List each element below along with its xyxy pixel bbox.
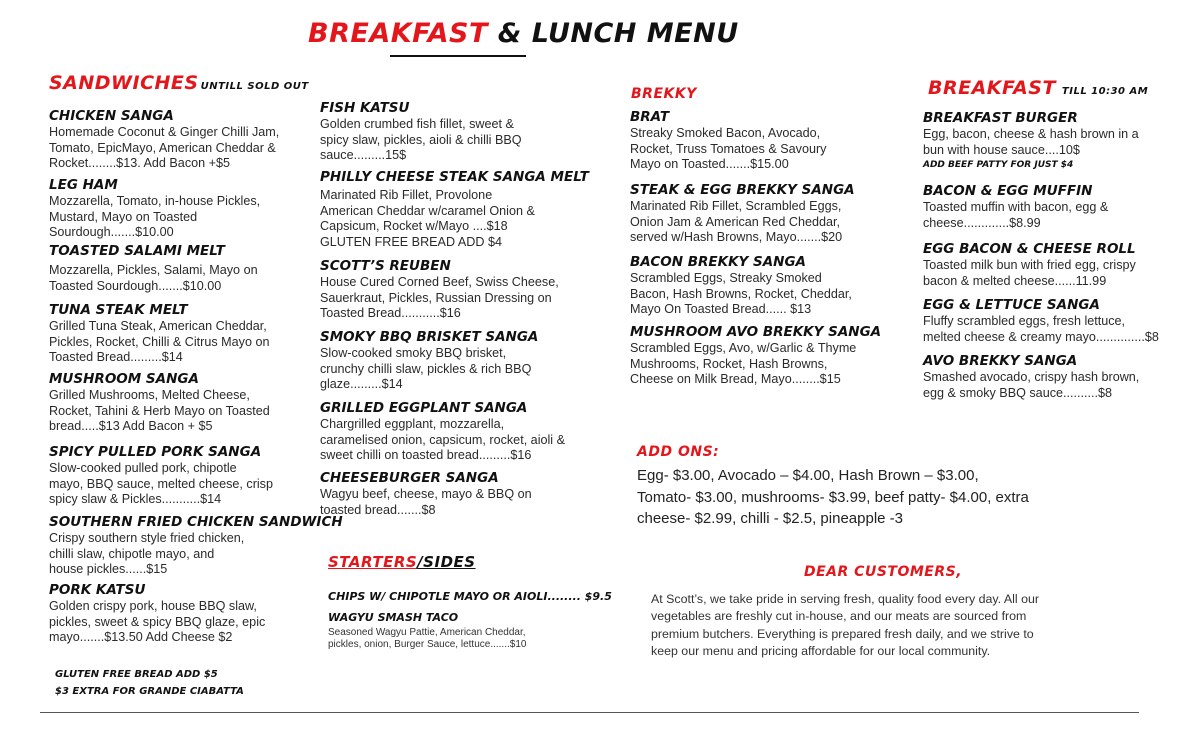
item-name: CHIPS W/ CHIPOTLE MAYO OR AIOLI........ $9.5 [328,590,612,603]
menu-item-leg-ham [49,177,260,241]
title-breakfast: BREAKFAST [308,18,488,49]
item-name: SMOKY BBQ BRISKET SANGA [320,329,539,345]
item-description: Fluffy scrambled eggs, fresh lettuce, melted cheese & creamy mayo..............$8 [923,314,1159,344]
brekky-heading: BREKKY [631,86,697,102]
item-description: Grilled Mushrooms, Melted Cheese, Rocket, Tahini & Herb Mayo on Toasted bread.....$13 Add Bacon + $5 [49,388,270,434]
menu-item-spicy-pulled-pork-sanga [49,444,273,508]
item-name: LEG HAM [49,177,118,193]
bottom-divider [40,712,1139,713]
addons-heading: ADD ONS: [637,444,720,460]
item-description: Scrambled Eggs, Avo, w/Garlic & Thyme Mushrooms, Rocket, Hash Browns, Cheese on Milk Bread, Mayo........$15 [630,341,857,387]
starters-title: STARTERS [328,553,418,571]
item-name: BACON BREKKY SANGA [630,254,807,270]
menu-item-bacon-egg-muffin [923,183,1108,231]
item-description: Egg, bacon, cheese & hash brown in a bun with house sauce....10$ [923,127,1139,157]
item-description: Golden crumbed fish fillet, sweet & spicy slaw, pickles, aioli & chilli BBQ sauce.........15$ [320,117,522,163]
item-description: Wagyu beef, cheese, mayo & BBQ on toasted bread.......$8 [320,487,532,517]
menu-item-philly-cheese-steak [320,169,589,250]
item-description: Slow-cooked pulled pork, chipotle mayo, BBQ sauce, melted cheese, crisp spicy slaw & Pickles...........$14 [49,461,273,507]
item-name: BREAKFAST BURGER [923,110,1078,126]
menu-item-cheeseburger-sanga [320,470,532,518]
sandwiches-heading [49,72,309,94]
item-name: EGG & LETTUCE SANGA [923,297,1100,313]
menu-item-grilled-eggplant [320,400,565,464]
item-description: House Cured Corned Beef, Swiss Cheese, Sauerkraut, Pickles, Russian Dressing on Toasted Bread...........$16 [320,275,559,321]
starters-heading [328,553,476,571]
item-name: WAGYU SMASH TACO [328,611,459,624]
breakfast-subtitle: TILL 10:30 AM [1061,86,1149,97]
title-underline [390,55,526,57]
menu-item-smoky-bbq-brisket [320,329,538,393]
item-name: BACON & EGG MUFFIN [923,183,1093,199]
addons-list: Egg- $3.00, Avocado – $4.00, Hash Brown – $3.00, Tomato- $3.00, mushrooms- $3.99, beef patty- $4.00, extra cheese- $2.99, chilli - $2.5, pineapple -3 [637,467,1029,527]
customers-message: At Scott’s, we take pride in serving fresh, quality food every day. All our vegetables are freshly cut in-house, and our meats are sourced from premium butchers. Everything is prepared fresh daily, and we strive to keep our menu and pricing affordable for our local community. [651,592,1039,659]
menu-item-southern-fried-chicken [49,514,343,578]
item-description: Seasoned Wagyu Pattie, American Cheddar, pickles, onion, Burger Sauce, lettuce.......$10 [328,627,527,650]
item-description: Mozzarella, Tomato, in-house Pickles, Mustard, Mayo on Toasted Sourdough.......$10.00 [49,194,261,240]
item-name: MUSHROOM SANGA [49,371,199,387]
breakfast-title: BREAKFAST [928,77,1056,99]
menu-title [308,18,739,49]
item-description: Slow-cooked smoky BBQ brisket, crunchy chilli slaw, pickles & rich BBQ glaze.........$14 [320,346,532,392]
item-name: SPICY PULLED PORK SANGA [49,444,262,460]
menu-item-chicken-sanga [49,108,279,172]
item-name: MUSHROOM AVO BREKKY SANGA [630,324,882,340]
menu-item-mushroom-sanga [49,371,270,435]
menu-item-bacon-brekky [630,254,852,318]
item-name: FISH KATSU [320,100,410,116]
item-description: Toasted milk bun with fried egg, crispy bacon & melted cheese......11.99 [923,258,1136,288]
item-name: BRAT [630,109,670,125]
menu-item-breakfast-burger [923,110,1139,173]
item-name: PHILLY CHEESE STEAK SANGA MELT [320,169,589,185]
item-description: Homemade Coconut & Ginger Chilli Jam, Tomato, EpicMayo, American Cheddar & Rocket........$13. Add Bacon +$5 [49,125,280,171]
item-description: Marinated Rib Fillet, Provolone American Cheddar w/caramel Onion & Capsicum, Rocket w/Mayo ....$18 GLUTEN FREE BREAD ADD $4 [320,188,535,249]
item-description: Golden crispy pork, house BBQ slaw, pickles, sweet & spicy BBQ glaze, epic mayo.......$13.50 Add Cheese $2 [49,599,266,645]
menu-item-scotts-reuben [320,258,559,322]
item-name: GRILLED EGGPLANT SANGA [320,400,528,416]
breakfast-heading [928,77,1148,99]
item-name: EGG BACON & CHEESE ROLL [923,241,1136,257]
menu-item-brat [630,109,826,173]
menu-item-pork-katsu [49,582,265,646]
item-description: Scrambled Eggs, Streaky Smoked Bacon, Hash Browns, Rocket, Cheddar, Mayo On Toasted Bread...... $13 [630,271,852,317]
menu-item-toasted-salami-melt [49,243,258,294]
item-name: SCOTT’S REUBEN [320,258,451,274]
item-description: Mozzarella, Pickles, Salami, Mayo on Toasted Sourdough.......$10.00 [49,263,258,293]
item-name: PORK KATSU [49,582,146,598]
menu-item-steak-egg-brekky [630,182,855,246]
item-name: TUNA STEAK MELT [49,302,188,318]
menu-item-chips [328,590,612,603]
menu-item-egg-lettuce-sanga [923,297,1159,345]
sandwiches-subtitle: UNTILL SOLD OUT [200,81,309,92]
item-description: Marinated Rib Fillet, Scrambled Eggs, Onion Jam & American Red Cheddar, served w/Hash Browns, Mayo.......$20 [630,199,843,245]
menu-item-egg-bacon-cheese-roll [923,241,1136,289]
note-ciabatta: $3 EXTRA FOR GRANDE CIABATTA [55,686,244,697]
title-ampersand: & [497,18,522,49]
customers-heading: DEAR CUSTOMERS, [804,564,963,580]
item-description: Chargrilled eggplant, mozzarella, caramelised onion, capsicum, rocket, aioli & sweet chilli on toasted bread.........$16 [320,417,565,463]
item-description: Grilled Tuna Steak, American Cheddar, Pickles, Rocket, Chilli & Citrus Mayo on Toasted Bread.........$14 [49,319,270,365]
item-name: CHICKEN SANGA [49,108,174,124]
menu-item-wagyu-smash-taco [328,611,526,650]
sandwich-notes [55,666,244,700]
item-name: TOASTED SALAMI MELT [49,243,225,259]
item-name: STEAK & EGG BREKKY SANGA [630,182,855,198]
menu-item-mushroom-avo-brekky [630,324,881,388]
menu-item-fish-katsu [320,100,522,164]
item-description: Toasted muffin with bacon, egg & cheese.............$8.99 [923,200,1109,230]
item-description: Smashed avocado, crispy hash brown, egg & smoky BBQ sauce..........$8 [923,370,1140,400]
item-name: SOUTHERN FRIED CHICKEN SANDWICH [49,514,343,530]
item-description: Streaky Smoked Bacon, Avocado, Rocket, Truss Tomatoes & Savoury Mayo on Toasted.......$15.00 [630,126,827,172]
sandwiches-title: SANDWICHES [49,72,199,94]
item-name: CHEESEBURGER SANGA [320,470,499,486]
menu-item-tuna-steak-melt [49,302,269,366]
sides-title: /SIDES [417,553,476,571]
title-lunch-menu: LUNCH MENU [531,18,739,49]
note-gluten-free: GLUTEN FREE BREAD ADD $5 [55,669,218,680]
menu-item-avo-brekky-sanga [923,353,1139,401]
item-name: AVO BREKKY SANGA [923,353,1078,369]
item-description: Crispy southern style fried chicken, chilli slaw, chipotle mayo, and house pickles......$15 [49,531,245,577]
item-note: ADD BEEF PATTY FOR JUST $4 [923,160,1074,171]
